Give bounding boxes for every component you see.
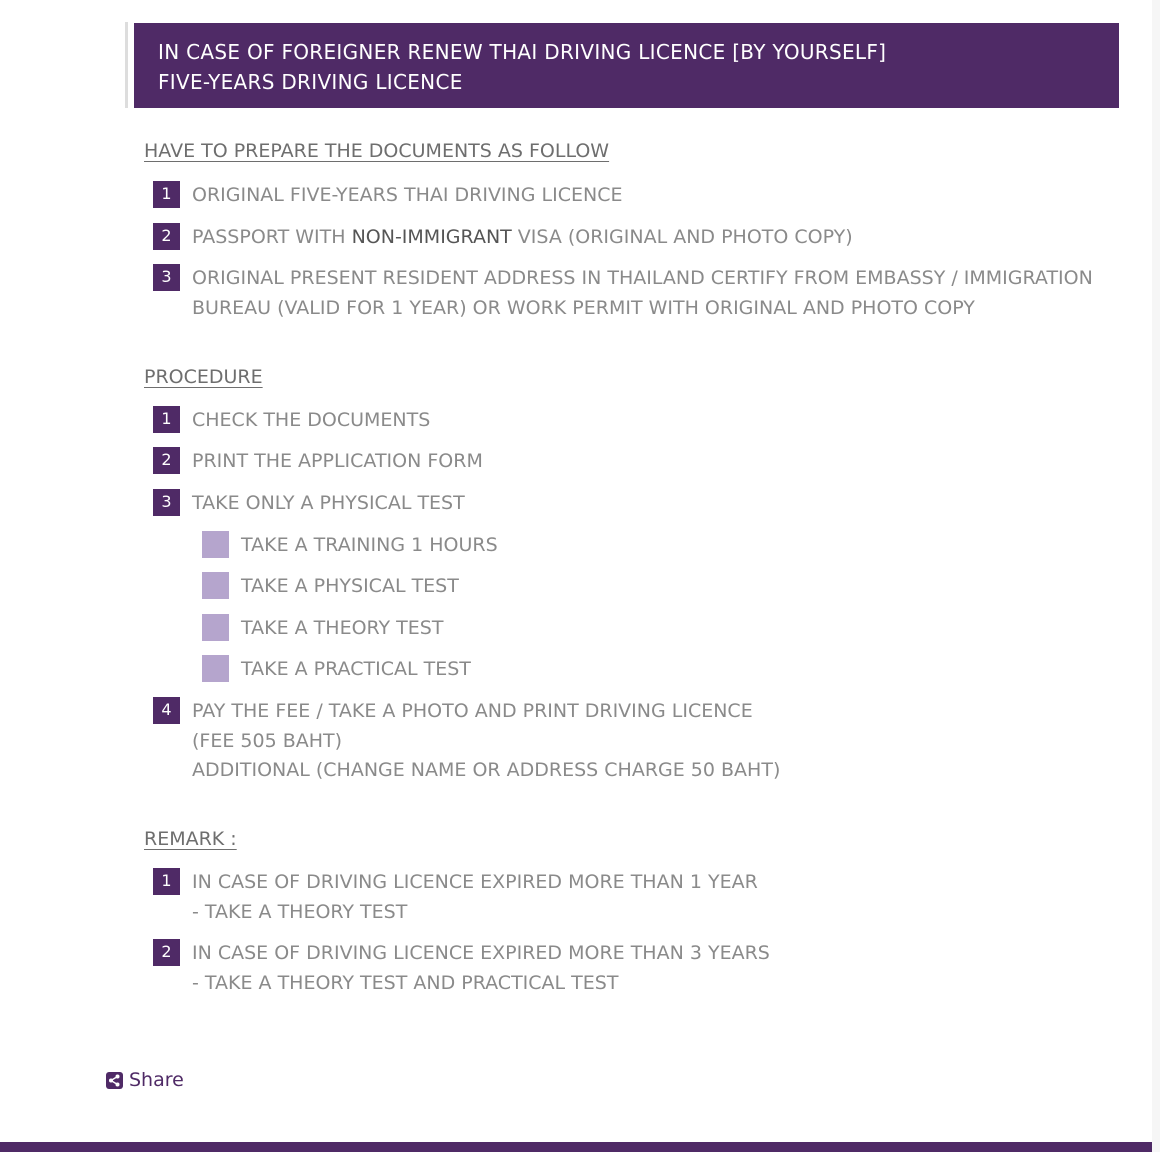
document-item-text: VISA (ORIGINAL AND PHOTO COPY) [511, 226, 853, 248]
header-banner [134, 23, 1119, 108]
share-button[interactable] [106, 1066, 184, 1094]
procedure-item-text: ADDITIONAL (CHANGE NAME OR ADDRESS CHARGE 50 BAHT) [192, 759, 781, 781]
remark-item-1 [192, 868, 758, 927]
procedure-item-3 [192, 489, 465, 519]
share-label: Share [129, 1069, 184, 1091]
page-header [125, 22, 1119, 108]
remark-item-text: - TAKE A THEORY TEST AND PRACTICAL TEST [192, 971, 619, 994]
remark-item-text: IN CASE OF DRIVING LICENCE EXPIRED MORE THAN 1 YEAR [192, 871, 758, 893]
document-item-emphasis: NON-IMMIGRANT [351, 226, 512, 248]
documents-section-title: HAVE TO PREPARE THE DOCUMENTS AS FOLLOW [144, 140, 610, 162]
document-number-badge: 2 [153, 223, 180, 250]
procedure-number-badge: 2 [153, 447, 180, 474]
sub-item-square-icon [202, 531, 229, 558]
procedure-item-2 [192, 447, 483, 477]
document-item-2 [192, 223, 853, 253]
procedure-subitem: TAKE A THEORY TEST [241, 617, 444, 639]
procedure-number-badge: 4 [153, 697, 180, 724]
document-number-badge: 3 [153, 264, 180, 291]
remark-item-text: IN CASE OF DRIVING LICENCE EXPIRED MORE THAN 3 YEARS [192, 942, 770, 964]
procedure-number-badge: 1 [153, 406, 180, 433]
sub-item-square-icon [202, 614, 229, 641]
procedure-item-text: PAY THE FEE / TAKE A PHOTO AND PRINT DRIVING LICENCE [192, 700, 753, 722]
header-title-line1: IN CASE OF FOREIGNER RENEW THAI DRIVING LICENCE [BY YOURSELF] [158, 40, 887, 64]
procedure-item-1 [192, 406, 430, 436]
sub-item-square-icon [202, 655, 229, 682]
remark-section-title: REMARK : [144, 828, 237, 850]
sub-item-square-icon [202, 572, 229, 599]
document-item-text: ORIGINAL PRESENT RESIDENT ADDRESS IN THAILAND CERTIFY FROM EMBASSY / IMMIGRATION [192, 267, 1093, 289]
share-icon [106, 1072, 123, 1089]
remark-number-badge: 2 [153, 939, 180, 966]
document-item-3 [192, 264, 1093, 323]
document-item-1 [192, 181, 622, 211]
scrollbar[interactable] [1152, 0, 1160, 1152]
procedure-item-4 [192, 697, 780, 786]
procedure-item-text: PRINT THE APPLICATION FORM [192, 450, 483, 472]
header-title-line2: FIVE-YEARS DRIVING LICENCE [158, 70, 463, 94]
procedure-item-text: CHECK THE DOCUMENTS [192, 409, 431, 431]
document-number-badge: 1 [153, 181, 180, 208]
procedure-subitem: TAKE A PHYSICAL TEST [241, 575, 459, 597]
remark-number-badge: 1 [153, 868, 180, 895]
remark-item-2 [192, 939, 770, 998]
procedure-item-text: TAKE ONLY A PHYSICAL TEST [192, 492, 465, 514]
document-item-text: PASSPORT WITH [192, 226, 352, 248]
document-item-text: ORIGINAL FIVE-YEARS THAI DRIVING LICENCE [192, 184, 623, 206]
procedure-item-text: (FEE 505 BAHT) [192, 729, 343, 752]
procedure-subitem: TAKE A PRACTICAL TEST [241, 658, 471, 680]
footer-bar [0, 1142, 1152, 1152]
remark-item-text: - TAKE A THEORY TEST [192, 900, 408, 923]
procedure-subitem: TAKE A TRAINING 1 HOURS [241, 534, 498, 556]
procedure-number-badge: 3 [153, 489, 180, 516]
procedure-section-title: PROCEDURE [144, 366, 263, 388]
document-item-text: BUREAU (VALID FOR 1 YEAR) OR WORK PERMIT WITH ORIGINAL AND PHOTO COPY [192, 296, 975, 319]
